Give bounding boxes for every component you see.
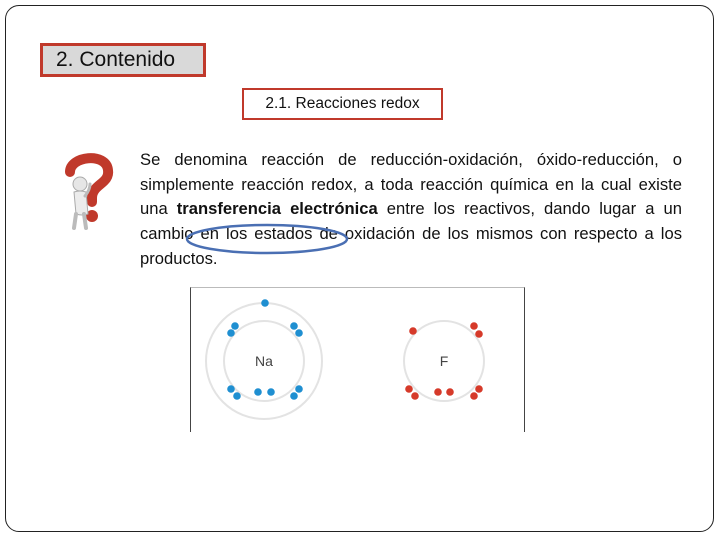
atom-na bbox=[206, 299, 322, 419]
atom-f bbox=[404, 321, 484, 401]
atom-diagram-svg bbox=[191, 288, 523, 432]
body-emphasis: transferencia electrónica bbox=[176, 199, 378, 219]
body-text-before: Se denomina reacción de reducción-oxidación, óxido-reducción, o simplemente reacción redox, a toda reacción química en la cual existe una bbox=[140, 150, 682, 219]
na-electrons bbox=[227, 299, 303, 400]
atom-na-symbol: Na bbox=[255, 353, 273, 369]
highlight-ellipse bbox=[182, 222, 352, 256]
electron-diagram bbox=[190, 287, 525, 432]
subsection-title: 2.1. Reacciones redox bbox=[242, 88, 443, 120]
question-mark-figure-icon bbox=[56, 150, 120, 232]
section-title: 2. Contenido bbox=[40, 43, 206, 77]
atom-f-symbol: F bbox=[439, 353, 449, 369]
body-text-after: entre los reactivos, dando lugar a un cambio en los estados de oxidación de los mismos con respecto a los productos. bbox=[140, 199, 682, 268]
